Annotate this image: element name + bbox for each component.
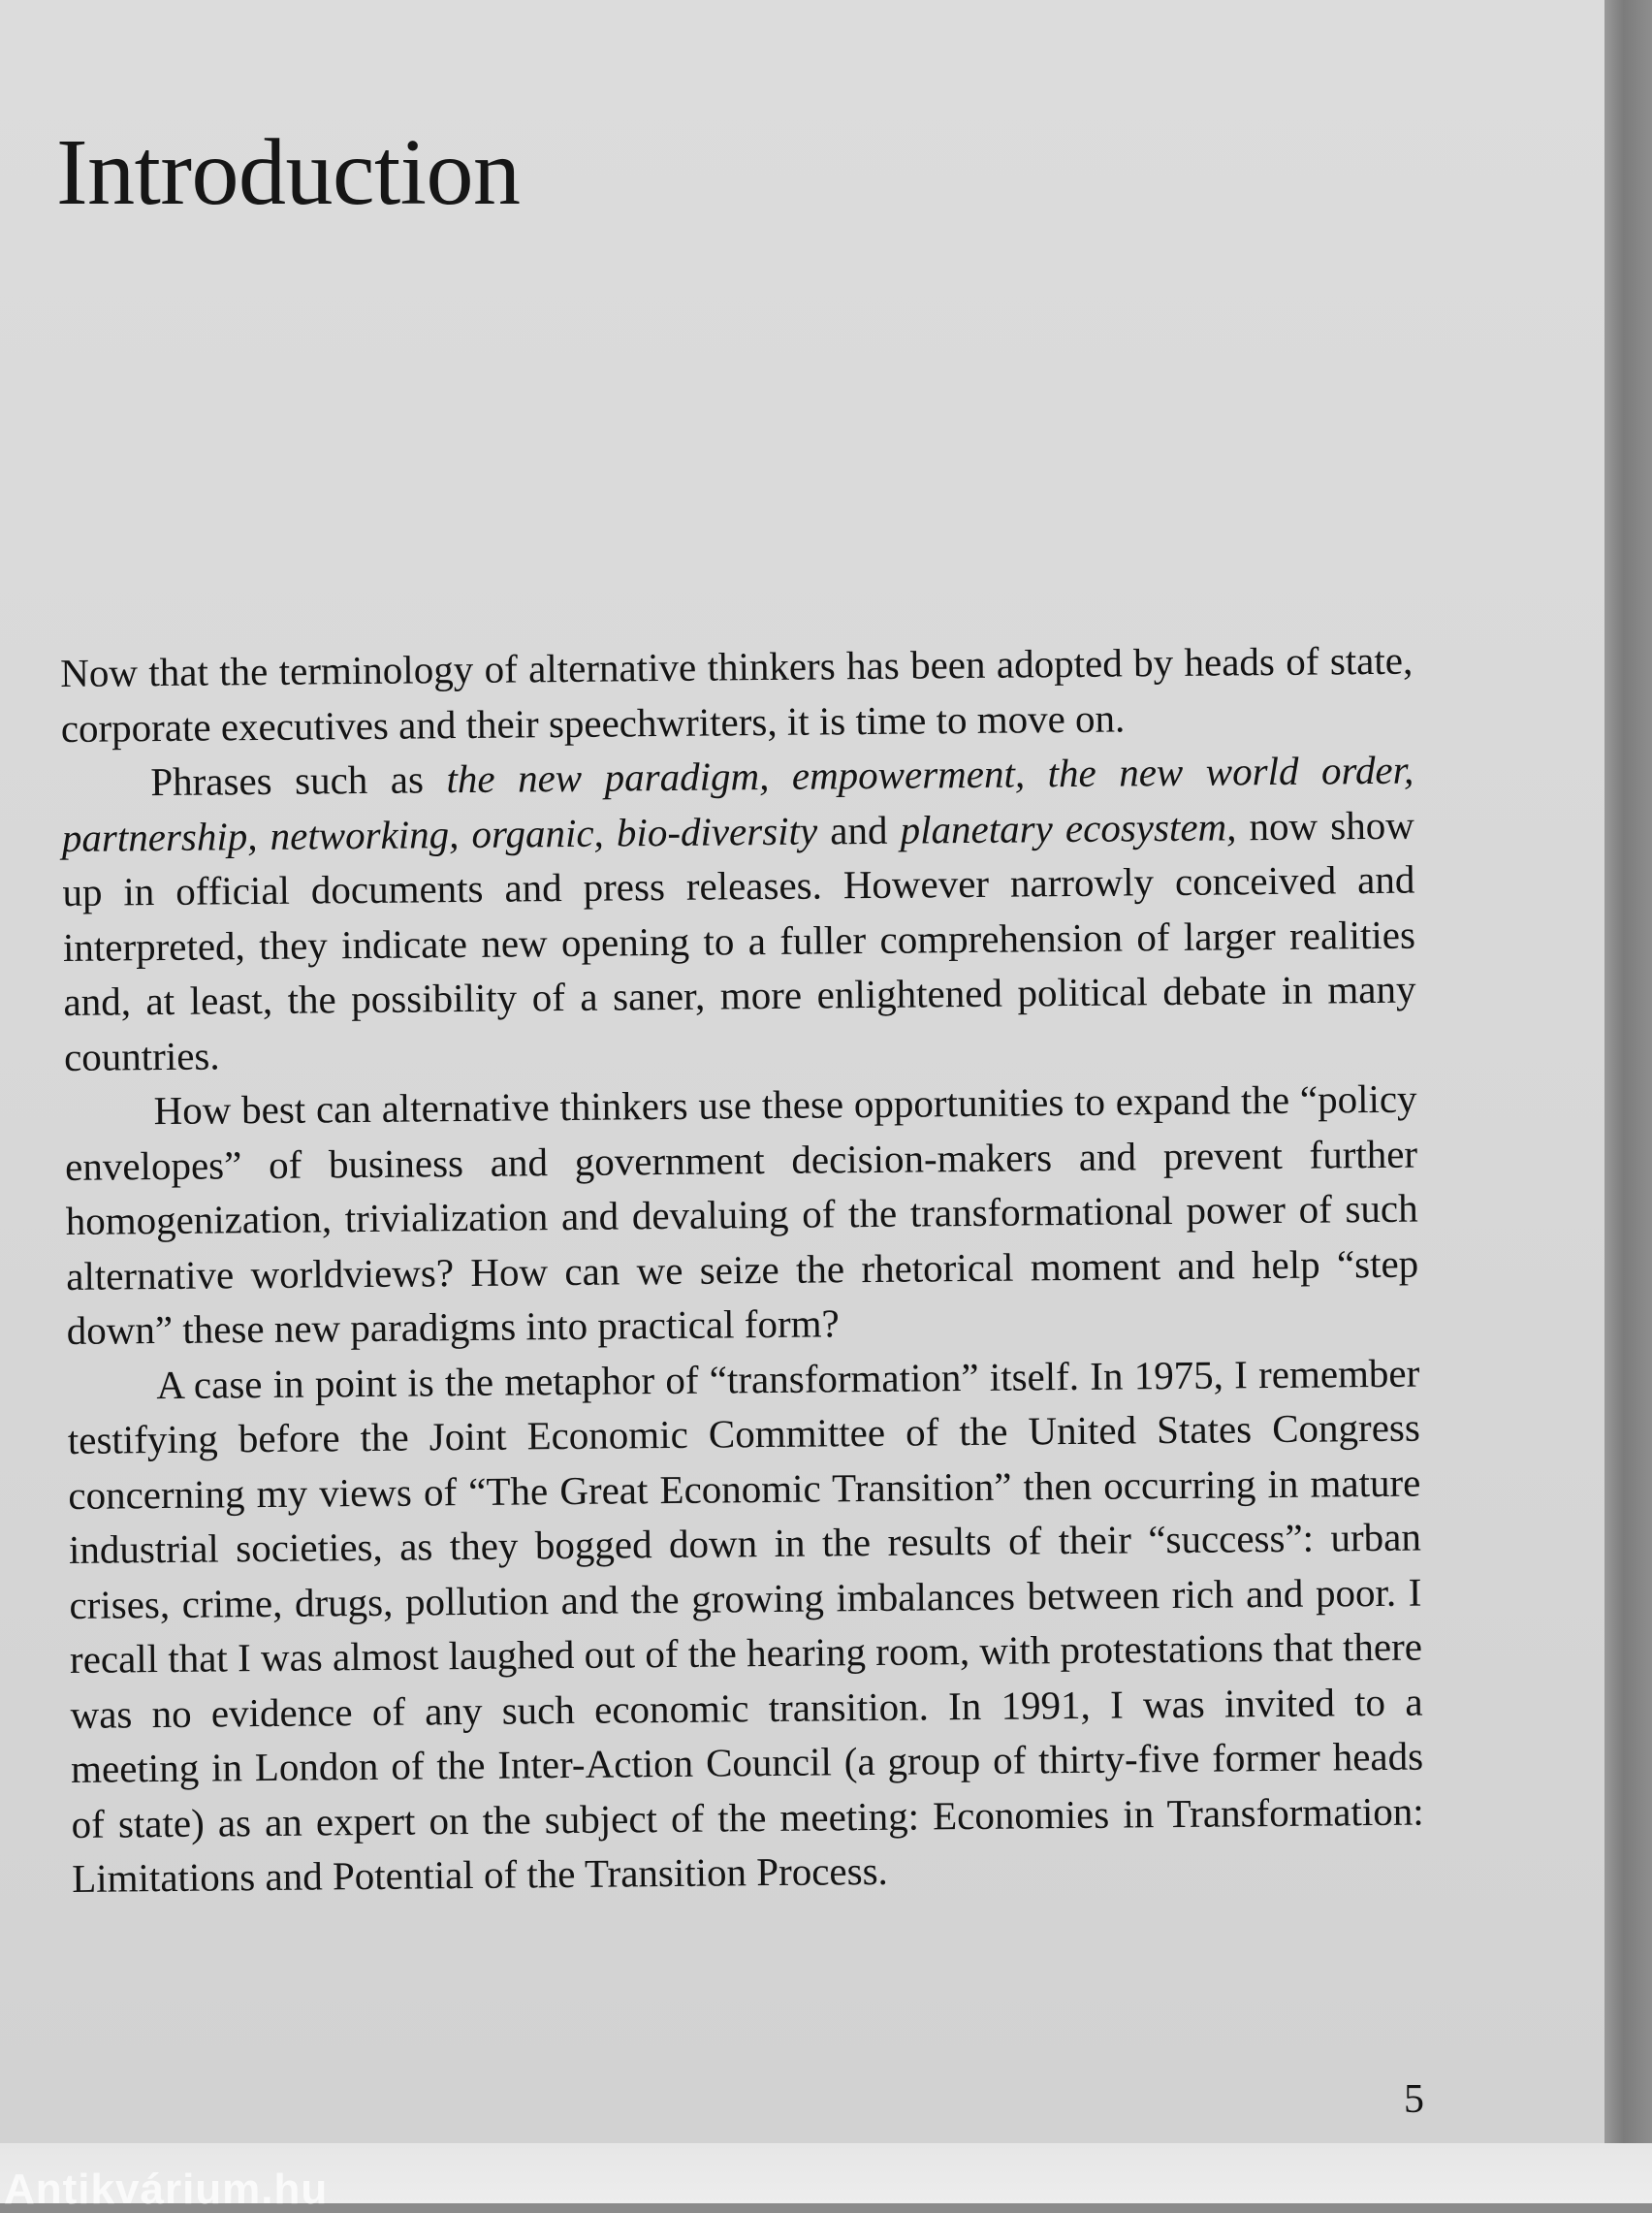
text-run: How best can alternative thinkers use these opportunities to expand the “policy envelopes” of business and government decision-makers and prevent further homogenization, trivialization and devaluing of the transformational power of such alternative worldviews? How can we seize the rhetorical moment and help “step down” these new paradigms into practical form? <box>64 1075 1419 1353</box>
watermark: Antikvárium.hu <box>4 2165 329 2213</box>
text-run: A case in point is the metaphor of “transformation” itself. In 1975, I remember testifying before the Joint Economic Committee of the United States Congress concerning my views of “The Great Economic Transition” then occurring in mature industrial societies, as they bogged down in the results of their “success”: urban crises, crime, drugs, pollution and the growing imbalances between rich and poor. I recall that I was almost laughed out of the hearing room, with protestations that there was no evidence of any such economic transition. In 1991, I was invited to a meeting in London of the Inter-Action Council (a group of thirty-five former heads of state) as an expert on the subject of the meeting: Economies in Transformation: Limitations and Potential of the Transition Process. <box>67 1350 1424 1901</box>
page-edge-shadow <box>1604 0 1652 2203</box>
body-text <box>60 633 1424 1907</box>
show-through-text <box>56 0 1414 630</box>
text-run: Now that the terminology of alternative thinkers has been adopted by heads of state, corporate executives and their speechwriters, it is time to move on. <box>60 637 1414 751</box>
text-run: Phrases such as <box>150 756 447 805</box>
italic-phrase: the new paradigm, empowerment, the new world order, partnership, networking, organic, bio-diversity <box>61 747 1414 860</box>
paragraph <box>60 633 1414 755</box>
page-number: 5 <box>1404 2077 1424 2122</box>
paragraph <box>67 1345 1424 1906</box>
text-run: now show up in official documents and press releases. However narrowly conceived and interpreted, they indicate new opening to a fuller comprehension of larger realities and, at least, the possibility of a saner, more enlightened political debate in many countries. <box>62 802 1416 1079</box>
paragraph <box>61 743 1416 1084</box>
paragraph <box>64 1072 1419 1359</box>
text-run: and <box>816 807 901 853</box>
italic-phrase: planetary ecosystem, <box>900 803 1237 852</box>
chapter-title: Introduction <box>56 120 521 225</box>
